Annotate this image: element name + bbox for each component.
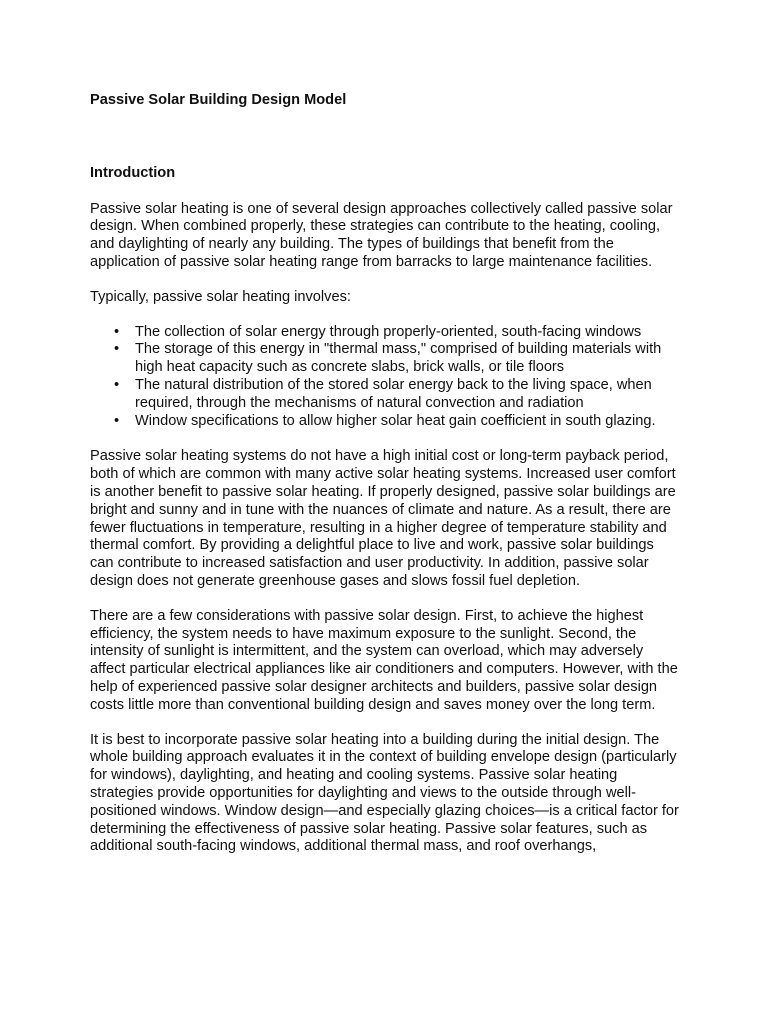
list-item: • The storage of this energy in "thermal mass," comprised of building materials with high heat capacity such as concrete slabs, brick walls, or tile floors: [135, 341, 680, 377]
heating-involves-list: [90, 324, 680, 431]
list-lead-paragraph: Typically, passive solar heating involves:: [90, 288, 351, 305]
design-paragraph: It is best to incorporate passive solar heating into a building during the initial design. The whole building approach evaluates it in the context of building envelope design (particularly for windows), daylighting, and heating and cooling systems. Passive solar heating strategies provide opportunities for daylighting and views to the outside through well-positioned windows. Window design—and especially glazing choices—is a critical factor for determining the effectiveness of passive solar heating. Passive solar features, such as additional south-facing windows, additional thermal mass, and roof overhangs,: [90, 731, 679, 855]
section-heading-introduction: Introduction: [90, 164, 176, 181]
considerations-paragraph: There are a few considerations with passive solar design. First, to achieve the highest efficiency, the system needs to have maximum exposure to the sunlight. Second, the intensity of sunlight is intermittent, and the system can overload, which may adversely affect particular electrical appliances like air conditioners and computers. However, with the help of experienced passive solar designer architects and builders, passive solar design costs little more than conventional building design and saves money over the long term.: [90, 607, 678, 713]
document-title: Passive Solar Building Design Model: [90, 92, 347, 108]
list-item: • Window specifications to allow higher solar heat gain coefficient in south glazing.: [135, 413, 680, 431]
list-item: • The natural distribution of the stored solar energy back to the living space, when required, through the mechanisms of natural convection and radiation: [135, 377, 680, 413]
intro-paragraph: Passive solar heating is one of several design approaches collectively called passive solar design. When combined properly, these strategies can contribute to the heating, cooling, and daylighting of nearly any building. The types of buildings that benefit from the application of passive solar heating range from barracks to large maintenance facilities.: [90, 200, 673, 270]
list-item: • The collection of solar energy through properly-oriented, south-facing windows: [135, 324, 680, 342]
benefits-paragraph: Passive solar heating systems do not have a high initial cost or long-term payback period, both of which are common with many active solar heating systems. Increased user comfort is another benefit to passive solar heating. If properly designed, passive solar buildings are bright and sunny and in tune with the nuances of climate and nature. As a result, there are fewer fluctuations in temperature, resulting in a higher degree of temperature stability and thermal comfort. By providing a delightful place to live and work, passive solar buildings can contribute to increased satisfaction and user productivity. In addition, passive solar design does not generate greenhouse gases and slows fossil fuel depletion.: [90, 448, 676, 589]
document-page: [90, 92, 680, 873]
